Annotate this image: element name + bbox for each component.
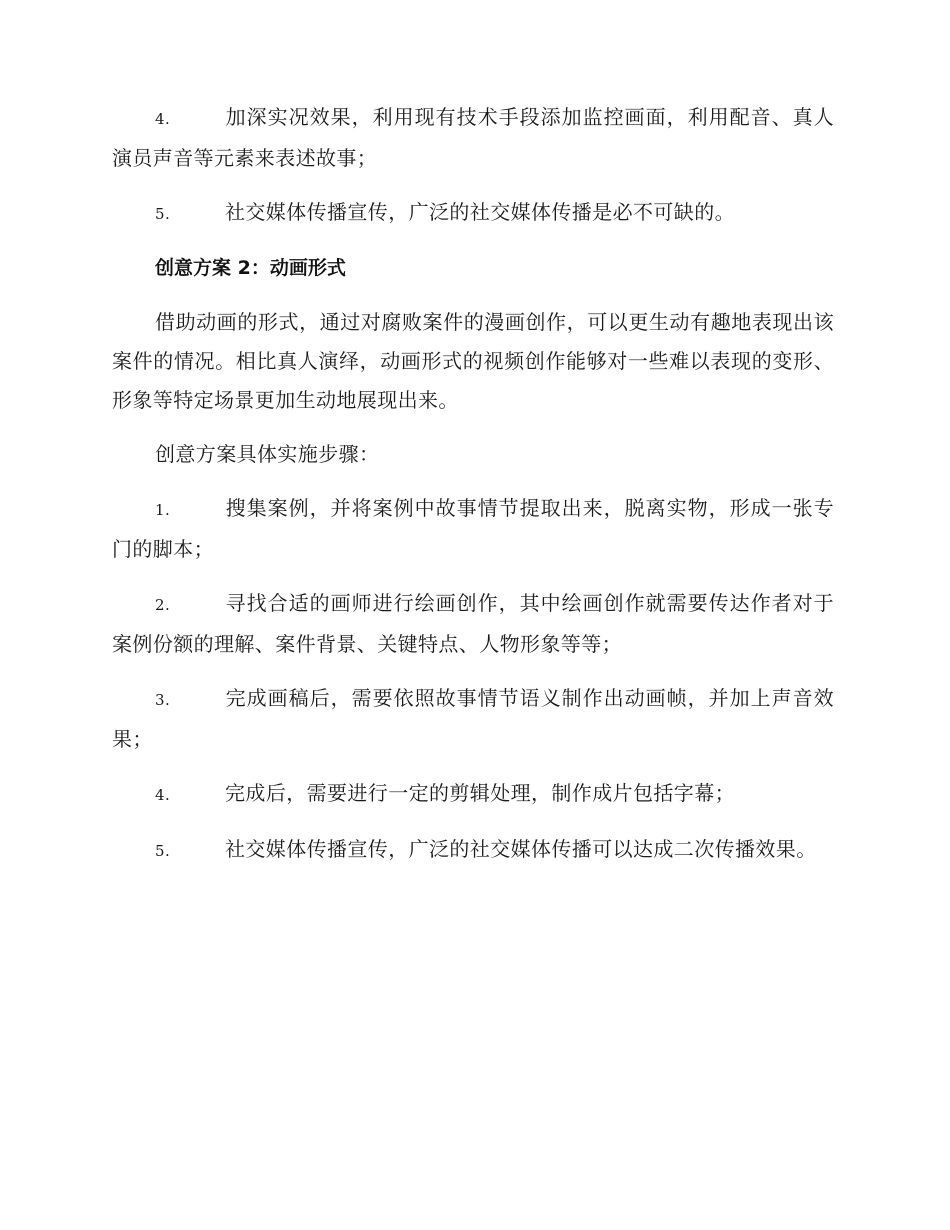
list-text: 完成画稿后，需要依照故事情节语义制作出动画帧，并加上声音效果； [112, 686, 834, 751]
list-number: 5. [155, 205, 171, 223]
step-item-1 [112, 489, 834, 569]
step-item-3 [112, 679, 834, 759]
list-number: 3. [155, 691, 171, 709]
list-number: 5. [155, 842, 171, 860]
steps-title: 创意方案具体实施步骤： [155, 442, 380, 466]
list-text: 寻找合适的画师进行绘画创作，其中绘画创作就需要传达作者对于案例份额的理解、案件背景、关键特点、人物形象等等； [112, 591, 834, 656]
list-text: 社交媒体传播宣传，广泛的社交媒体传播可以达成二次传播效果。 [225, 837, 817, 861]
list-number: 4. [155, 786, 171, 804]
step-item-5 [112, 830, 834, 871]
step-item-2 [112, 584, 834, 664]
document-page [112, 98, 834, 886]
step-item-4 [112, 774, 834, 815]
list-text: 社交媒体传播宣传，广泛的社交媒体传播是必不可缺的。 [225, 200, 735, 224]
section-heading: 创意方案 2：动画形式 [155, 257, 346, 279]
list-text: 加深实况效果，利用现有技术手段添加监控画面，利用配音、真人演员声音等元素来表述故事； [112, 105, 834, 170]
intro-paragraph: 借助动画的形式，通过对腐败案件的漫画创作，可以更生动有趣地表现出该案件的情况。相比真人演绎，动画形式的视频创作能够对一些难以表现的变形、形象等特定场景更加生动地展现出来。 [112, 310, 834, 412]
list-number: 1. [155, 501, 171, 519]
list-text: 搜集案例，并将案例中故事情节提取出来，脱离实物，形成一张专门的脚本； [112, 496, 834, 561]
list-number: 4. [155, 110, 171, 128]
list-number: 2. [155, 596, 171, 614]
list-item-top-4 [112, 98, 834, 178]
list-item-top-5 [112, 193, 834, 234]
list-text: 完成后，需要进行一定的剪辑处理，制作成片包括字幕； [225, 781, 735, 805]
